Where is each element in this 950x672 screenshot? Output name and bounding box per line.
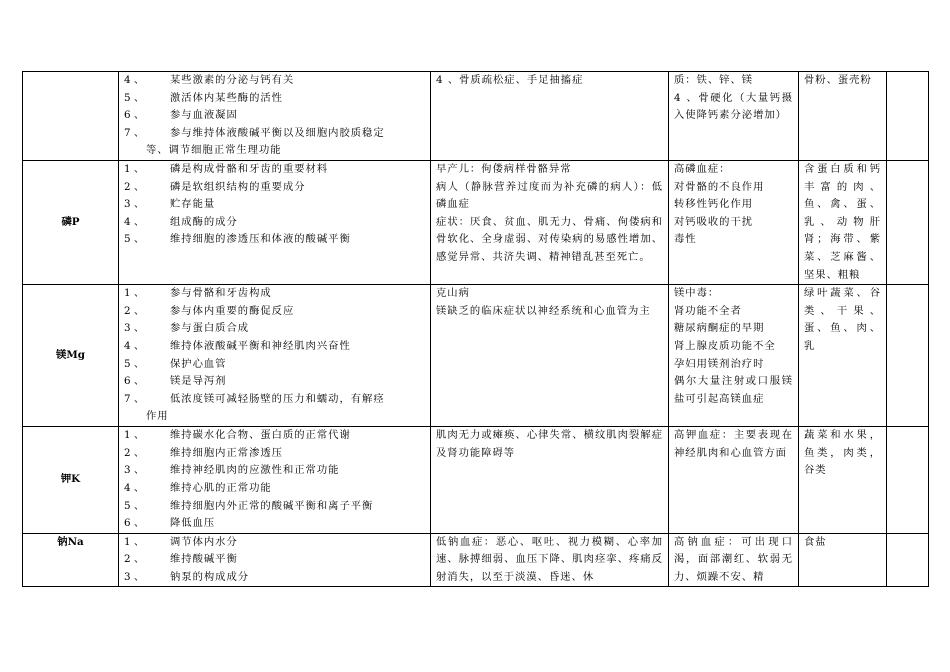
- function-item: [124, 107, 425, 125]
- mineral-name-cell: [23, 285, 119, 427]
- function-item: [124, 445, 425, 463]
- function-number: 6 、: [124, 517, 145, 530]
- function-number: 3 、: [124, 570, 145, 583]
- excess-line: 镁中毒：: [674, 287, 720, 300]
- function-item: [124, 551, 425, 569]
- food-sources-cell: [799, 533, 887, 587]
- food-sources-cell: [799, 72, 887, 161]
- excess-line: 质：铁、锌、镁: [674, 74, 754, 86]
- excess-cell: [669, 427, 799, 534]
- functions-cell: [119, 72, 431, 161]
- function-text: 组成酶的成分: [170, 215, 238, 228]
- mineral-name-cell: [23, 160, 119, 284]
- function-text: 钠泵的构成成分: [170, 570, 250, 583]
- function-item: [124, 534, 425, 552]
- deficiency-cell: [431, 285, 669, 427]
- food-sources-line: 食盐: [804, 535, 827, 548]
- excess-line: 毒性: [674, 233, 697, 246]
- function-number: 3 、: [124, 198, 145, 211]
- function-item: [124, 72, 425, 90]
- function-number: 2 、: [124, 180, 145, 193]
- function-text: 保护心血管: [170, 357, 227, 370]
- function-text: 调节体内水分: [170, 535, 238, 548]
- function-text: 参与蛋白质合成: [170, 322, 250, 335]
- deficiency-line: 早产儿：佝偻病样骨骼异常: [436, 162, 572, 175]
- food-sources-line: 绿叶蔬菜、谷类、干果、蛋、鱼、肉、乳: [804, 287, 881, 352]
- function-number: 5 、: [124, 91, 145, 104]
- function-text: 维持细胞的渗透压和体液的酸碱平衡: [170, 233, 351, 246]
- function-text: 低浓度镁可减轻肠壁的压力和蠕动，有解痉: [170, 392, 385, 405]
- deficiency-line: 肌肉无力或瘫痪、心律失常、横纹肌肉裂解症及肾功能障碍等: [436, 429, 663, 459]
- excess-line: 高钠血症：可出现口渴，面部潮红、软弱无力、烦躁不安、精: [674, 535, 793, 583]
- deficiency-line: 低钠血症：恶心、呕吐、视力模糊、心率加速、脉搏细弱、血压下降、肌肉痉挛、疼痛反射消失，以至于淡漠、昏迷、休: [436, 535, 663, 583]
- function-text: 降低血压: [170, 517, 216, 530]
- excess-line: 孕妇用镁剂治疗时: [674, 357, 765, 370]
- function-text: 维持酸碱平衡: [170, 553, 238, 566]
- food-sources-cell: [799, 285, 887, 427]
- functions-cell: [119, 285, 431, 427]
- function-continuation: 等、调节细胞正常生理功能: [146, 144, 282, 157]
- function-item: [124, 373, 425, 391]
- function-text: 激活体内某些酶的活性: [170, 91, 283, 104]
- extra-cell: [887, 427, 929, 534]
- mineral-name: 镁Mg: [56, 348, 85, 361]
- function-item: [124, 285, 425, 303]
- function-item: [124, 303, 425, 321]
- function-text: 维持心肌的正常功能: [170, 481, 272, 494]
- function-item: [124, 179, 425, 197]
- function-item: [124, 356, 425, 374]
- function-number: 1 、: [124, 287, 145, 300]
- mineral-name-cell: [23, 72, 119, 161]
- function-item: [124, 161, 425, 179]
- function-number: 6 、: [124, 109, 145, 122]
- mineral-name-cell: [23, 533, 119, 587]
- function-text: 参与维持体液酸碱平衡以及细胞内胶质稳定: [170, 126, 385, 139]
- function-item: [124, 338, 425, 356]
- function-text: 镁是导泻剂: [170, 375, 227, 388]
- deficiency-cell: [431, 160, 669, 284]
- function-number: 1 、: [124, 535, 145, 548]
- food-sources-cell: [799, 160, 887, 284]
- function-number: 7 、: [124, 392, 145, 405]
- function-text: 维持细胞内正常渗透压: [170, 446, 283, 459]
- excess-line: 对骨骼的不良作用: [674, 180, 765, 193]
- mineral-name-cell: [23, 427, 119, 534]
- deficiency-line: 病人（静脉营养过度而为补充磷的病人）：低磷血症: [436, 180, 663, 211]
- functions-cell: [119, 533, 431, 587]
- function-number: 3 、: [124, 322, 145, 335]
- function-text: 贮存能量: [170, 198, 216, 211]
- function-item: [124, 214, 425, 232]
- food-sources-line: 骨粉、蛋壳粉: [804, 74, 872, 86]
- function-item: [124, 462, 425, 480]
- function-number: 5 、: [124, 357, 145, 370]
- functions-cell: [119, 160, 431, 284]
- function-text: 维持神经肌肉的应激性和正常功能: [170, 464, 340, 477]
- function-number: 4 、: [124, 339, 145, 352]
- table-row-calcium: [23, 72, 929, 161]
- extra-cell: [887, 533, 929, 587]
- deficiency-line: 症状：厌食、贫血、肌无力、骨痛、佝偻病和骨软化、全身虚弱、对传染病的易感性增加、感觉异常、共济失调、精神错乱甚至死亡。: [436, 215, 663, 263]
- function-text: 维持细胞内外正常的酸碱平衡和离子平衡: [170, 499, 374, 512]
- excess-cell: [669, 160, 799, 284]
- excess-line: 肾上腺皮质功能不全: [674, 339, 776, 352]
- excess-line: 偶尔大量注射或口服镁盐可引起高镁血症: [674, 375, 793, 405]
- function-number: 4 、: [124, 481, 145, 494]
- minerals-table: [22, 71, 929, 587]
- extra-cell: [887, 285, 929, 427]
- function-item: [124, 569, 425, 587]
- excess-cell: [669, 533, 799, 587]
- table-row-phosphorus: [23, 160, 929, 284]
- function-item: [124, 231, 425, 249]
- mineral-name: 磷P: [61, 215, 80, 228]
- function-item: [124, 391, 425, 409]
- excess-line: 糖尿病酮症的早期: [674, 322, 765, 335]
- function-text: 维持体液酸碱平衡和神经肌肉兴奋性: [170, 339, 351, 352]
- function-number: 6 、: [124, 375, 145, 388]
- food-sources-line: 蔬菜和水果，鱼类，肉类，谷类: [804, 429, 881, 477]
- function-text: 磷是构成骨骼和牙齿的重要材料: [170, 162, 329, 175]
- function-item: [124, 320, 425, 338]
- excess-line: 对钙吸收的干扰: [674, 215, 754, 228]
- function-item: [124, 480, 425, 498]
- deficiency-cell: [431, 72, 669, 161]
- excess-cell: [669, 72, 799, 161]
- function-item: [124, 427, 425, 445]
- function-item: [124, 498, 425, 516]
- excess-cell: [669, 285, 799, 427]
- function-text: 磷是软组织结构的重要成分: [170, 180, 306, 193]
- deficiency-cell: [431, 427, 669, 534]
- food-sources-line: 含蛋白质和钙丰富的肉、鱼、禽、蛋、乳、动物肝肾；海带、紫菜、芝麻酱、坚果、粗粮: [804, 162, 881, 281]
- function-text: 维持碳水化合物、蛋白质的正常代谢: [170, 429, 351, 442]
- excess-line: 肾功能不全者: [674, 304, 742, 317]
- function-number: 7 、: [124, 126, 145, 139]
- deficiency-line: 镁缺乏的临床症状以神经系统和心血管为主: [436, 304, 651, 317]
- excess-line: 4 、骨硬化（大量钙摄入使降钙素分泌增加）: [674, 91, 793, 122]
- table-row-magnesium: [23, 285, 929, 427]
- function-number: 1 、: [124, 429, 145, 442]
- function-item: [124, 90, 425, 108]
- function-number: 2 、: [124, 553, 145, 566]
- excess-line: 高钾血症：主要表现在神经肌肉和心血管方面: [674, 429, 793, 459]
- table-row-sodium: [23, 533, 929, 587]
- table-row-potassium: [23, 427, 929, 534]
- deficiency-cell: [431, 533, 669, 587]
- function-text: 参与体内重要的酶促反应: [170, 304, 295, 317]
- function-number: 2 、: [124, 304, 145, 317]
- function-item: [124, 125, 425, 143]
- function-text: 参与血液凝固: [170, 109, 238, 122]
- mineral-name: 钾K: [60, 473, 81, 486]
- mineral-name: 钠Na: [57, 535, 84, 548]
- function-text: 某些激素的分泌与钙有关: [170, 74, 295, 86]
- function-number: 5 、: [124, 233, 145, 246]
- function-number: 2 、: [124, 446, 145, 459]
- function-number: 5 、: [124, 499, 145, 512]
- functions-cell: [119, 427, 431, 534]
- function-item: [124, 515, 425, 533]
- function-item: [124, 196, 425, 214]
- function-number: 1 、: [124, 162, 145, 175]
- function-number: 4 、: [124, 74, 145, 86]
- extra-cell: [887, 160, 929, 284]
- function-number: 4 、: [124, 215, 145, 228]
- food-sources-cell: [799, 427, 887, 534]
- excess-line: 转移性钙化作用: [674, 198, 754, 211]
- extra-cell: [887, 72, 929, 161]
- deficiency-line: 4 、骨质疏松症、手足抽搐症: [436, 74, 584, 86]
- excess-line: 高磷血症：: [674, 162, 731, 175]
- function-continuation: 作用: [146, 410, 169, 423]
- function-number: 3 、: [124, 464, 145, 477]
- function-text: 参与骨骼和牙齿构成: [170, 287, 272, 300]
- deficiency-line: 克山病: [436, 287, 470, 300]
